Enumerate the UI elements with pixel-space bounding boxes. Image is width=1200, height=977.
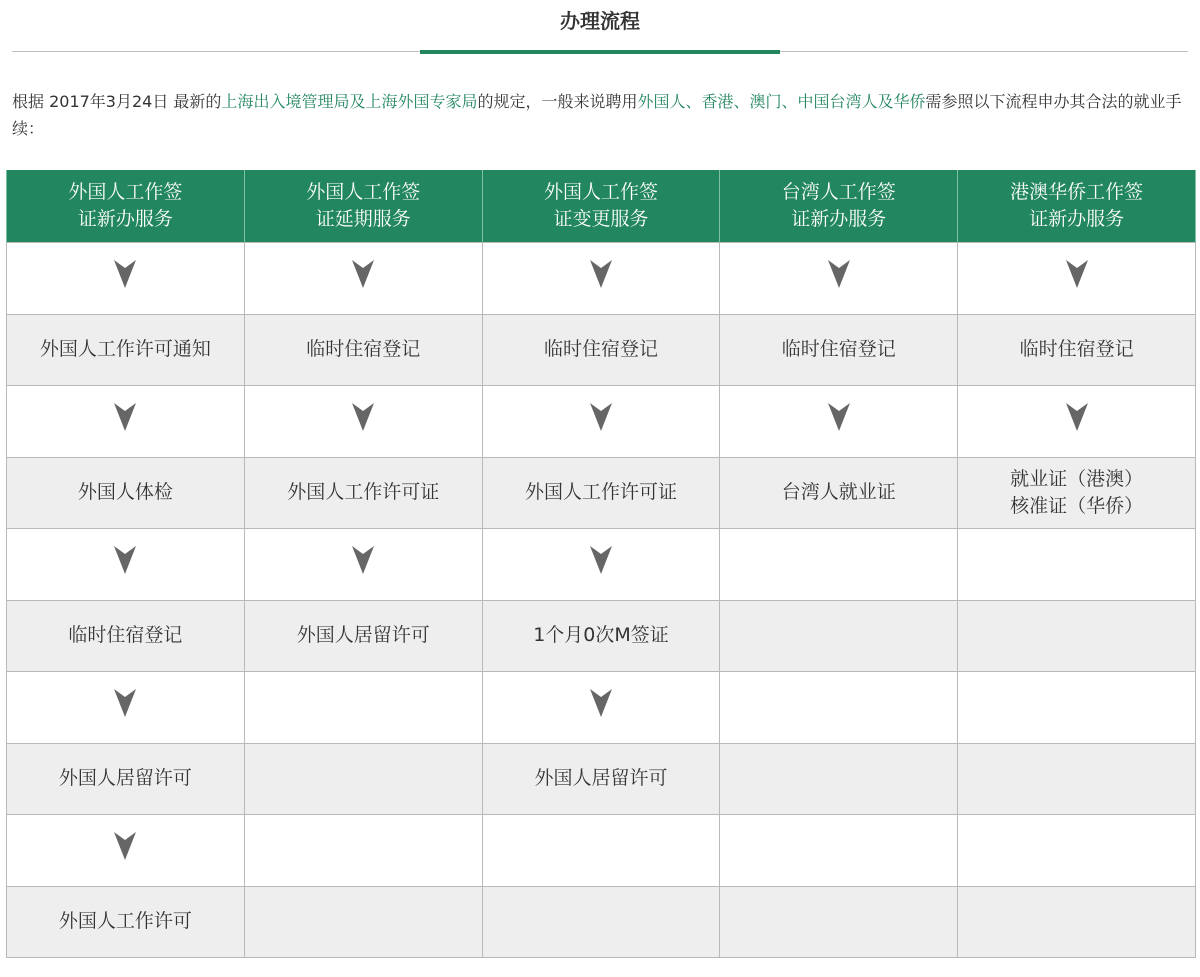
arrow-cell	[244, 243, 482, 315]
arrow-cell	[482, 386, 720, 458]
page-title: 办理流程	[560, 9, 640, 33]
arrow-cell	[7, 386, 245, 458]
step-label: 台湾人就业证	[781, 481, 896, 504]
arrow-cell	[482, 243, 720, 315]
title-accent-bar	[420, 50, 780, 54]
step-cell	[720, 314, 958, 386]
step-cell	[958, 743, 1196, 815]
step-label: 1个月0次M签证	[533, 624, 669, 647]
step-cell	[7, 600, 245, 672]
arrow-cell	[7, 815, 245, 887]
arrow-cell	[720, 529, 958, 601]
step-label: 临时住宿登记	[781, 338, 896, 361]
step-row	[7, 314, 1196, 386]
down-arrow-icon	[590, 260, 612, 288]
arrow-cell	[7, 529, 245, 601]
step-cell	[7, 457, 245, 529]
step-cell	[720, 886, 958, 958]
intro-link-authorities[interactable]: 上海出入境管理局及上海外国专家局	[221, 92, 478, 111]
step-cell	[958, 886, 1196, 958]
down-arrow-icon	[352, 403, 374, 431]
arrow-cell	[244, 529, 482, 601]
step-label: 外国人工作许可证	[524, 481, 677, 504]
step-row	[7, 600, 1196, 672]
down-arrow-icon	[352, 546, 374, 574]
header-foreign-change: 外国人工作签 证变更服务	[482, 170, 720, 243]
arrow-cell	[482, 529, 720, 601]
down-arrow-icon	[114, 546, 136, 574]
down-arrow-icon	[352, 260, 374, 288]
arrow-cell	[720, 386, 958, 458]
step-label: 外国人工作许可通知	[39, 338, 211, 361]
step-row	[7, 886, 1196, 958]
step-label: 临时住宿登记	[306, 338, 421, 361]
step-cell	[958, 600, 1196, 672]
step-cell	[7, 886, 245, 958]
step-label: 外国人居留许可	[58, 767, 192, 790]
arrow-cell	[720, 672, 958, 744]
down-arrow-icon	[828, 403, 850, 431]
step-cell	[482, 314, 720, 386]
down-arrow-icon	[114, 403, 136, 431]
header-foreign-extend: 外国人工作签 证延期服务	[244, 170, 482, 243]
intro-paragraph	[12, 88, 1184, 142]
step-cell	[244, 457, 482, 529]
arrow-row	[7, 243, 1196, 315]
arrow-cell	[244, 815, 482, 887]
step-cell	[958, 314, 1196, 386]
step-cell	[482, 886, 720, 958]
arrow-cell	[720, 243, 958, 315]
down-arrow-icon	[828, 260, 850, 288]
arrow-cell	[958, 386, 1196, 458]
step-cell	[244, 886, 482, 958]
arrow-cell	[7, 672, 245, 744]
header-foreign-new: 外国人工作签 证新办服务	[7, 170, 245, 243]
arrow-row	[7, 672, 1196, 744]
step-cell	[720, 743, 958, 815]
down-arrow-icon	[590, 546, 612, 574]
step-label: 临时住宿登记	[68, 624, 183, 647]
step-label: 外国人工作许可证	[287, 481, 440, 504]
down-arrow-icon	[590, 403, 612, 431]
arrow-cell	[958, 672, 1196, 744]
intro-text-3: 需参照以下流程申办其合法的就业手续：	[12, 92, 1182, 138]
step-cell	[482, 743, 720, 815]
arrow-cell	[244, 386, 482, 458]
step-label: 外国人体检	[77, 481, 173, 504]
step-label: 临时住宿登记	[543, 338, 658, 361]
step-label: 外国人工作许可	[58, 910, 192, 933]
down-arrow-icon	[114, 260, 136, 288]
step-label: 外国人居留许可	[296, 624, 430, 647]
step-cell	[244, 600, 482, 672]
arrow-row	[7, 529, 1196, 601]
arrow-row	[7, 815, 1196, 887]
header-row	[7, 170, 1196, 243]
down-arrow-icon	[114, 689, 136, 717]
intro-text-2: 的规定，一般来说聘用	[477, 92, 638, 111]
header-taiwan-new: 台湾人工作签 证新办服务	[720, 170, 958, 243]
arrow-cell	[958, 529, 1196, 601]
down-arrow-icon	[114, 832, 136, 860]
step-label: 临时住宿登记	[1019, 338, 1134, 361]
arrow-cell	[482, 815, 720, 887]
step-cell	[482, 457, 720, 529]
arrow-cell	[7, 243, 245, 315]
arrow-cell	[720, 815, 958, 887]
header-hkmo-new: 港澳华侨工作签 证新办服务	[958, 170, 1196, 243]
step-cell	[7, 314, 245, 386]
step-label: 就业证（港澳）	[1010, 467, 1144, 490]
step-cell	[482, 600, 720, 672]
arrow-cell	[958, 815, 1196, 887]
step-label: 外国人居留许可	[534, 767, 668, 790]
arrow-cell	[958, 243, 1196, 315]
process-table	[6, 170, 1196, 958]
intro-link-applicants[interactable]: 外国人、香港、澳门、中国台湾人及华侨	[637, 92, 926, 111]
down-arrow-icon	[1066, 403, 1088, 431]
step-cell	[720, 457, 958, 529]
step-row	[7, 457, 1196, 529]
step-cell	[720, 600, 958, 672]
step-cell	[244, 743, 482, 815]
step-row	[7, 743, 1196, 815]
arrow-row	[7, 386, 1196, 458]
step-label-line2: 核准证（华侨）	[1010, 494, 1144, 517]
down-arrow-icon	[1066, 260, 1088, 288]
arrow-cell	[482, 672, 720, 744]
step-cell	[7, 743, 245, 815]
step-cell	[244, 314, 482, 386]
step-cell	[958, 457, 1196, 529]
down-arrow-icon	[590, 689, 612, 717]
arrow-cell	[244, 672, 482, 744]
intro-text-1: 根据 2017年3月24日 最新的	[12, 92, 222, 111]
